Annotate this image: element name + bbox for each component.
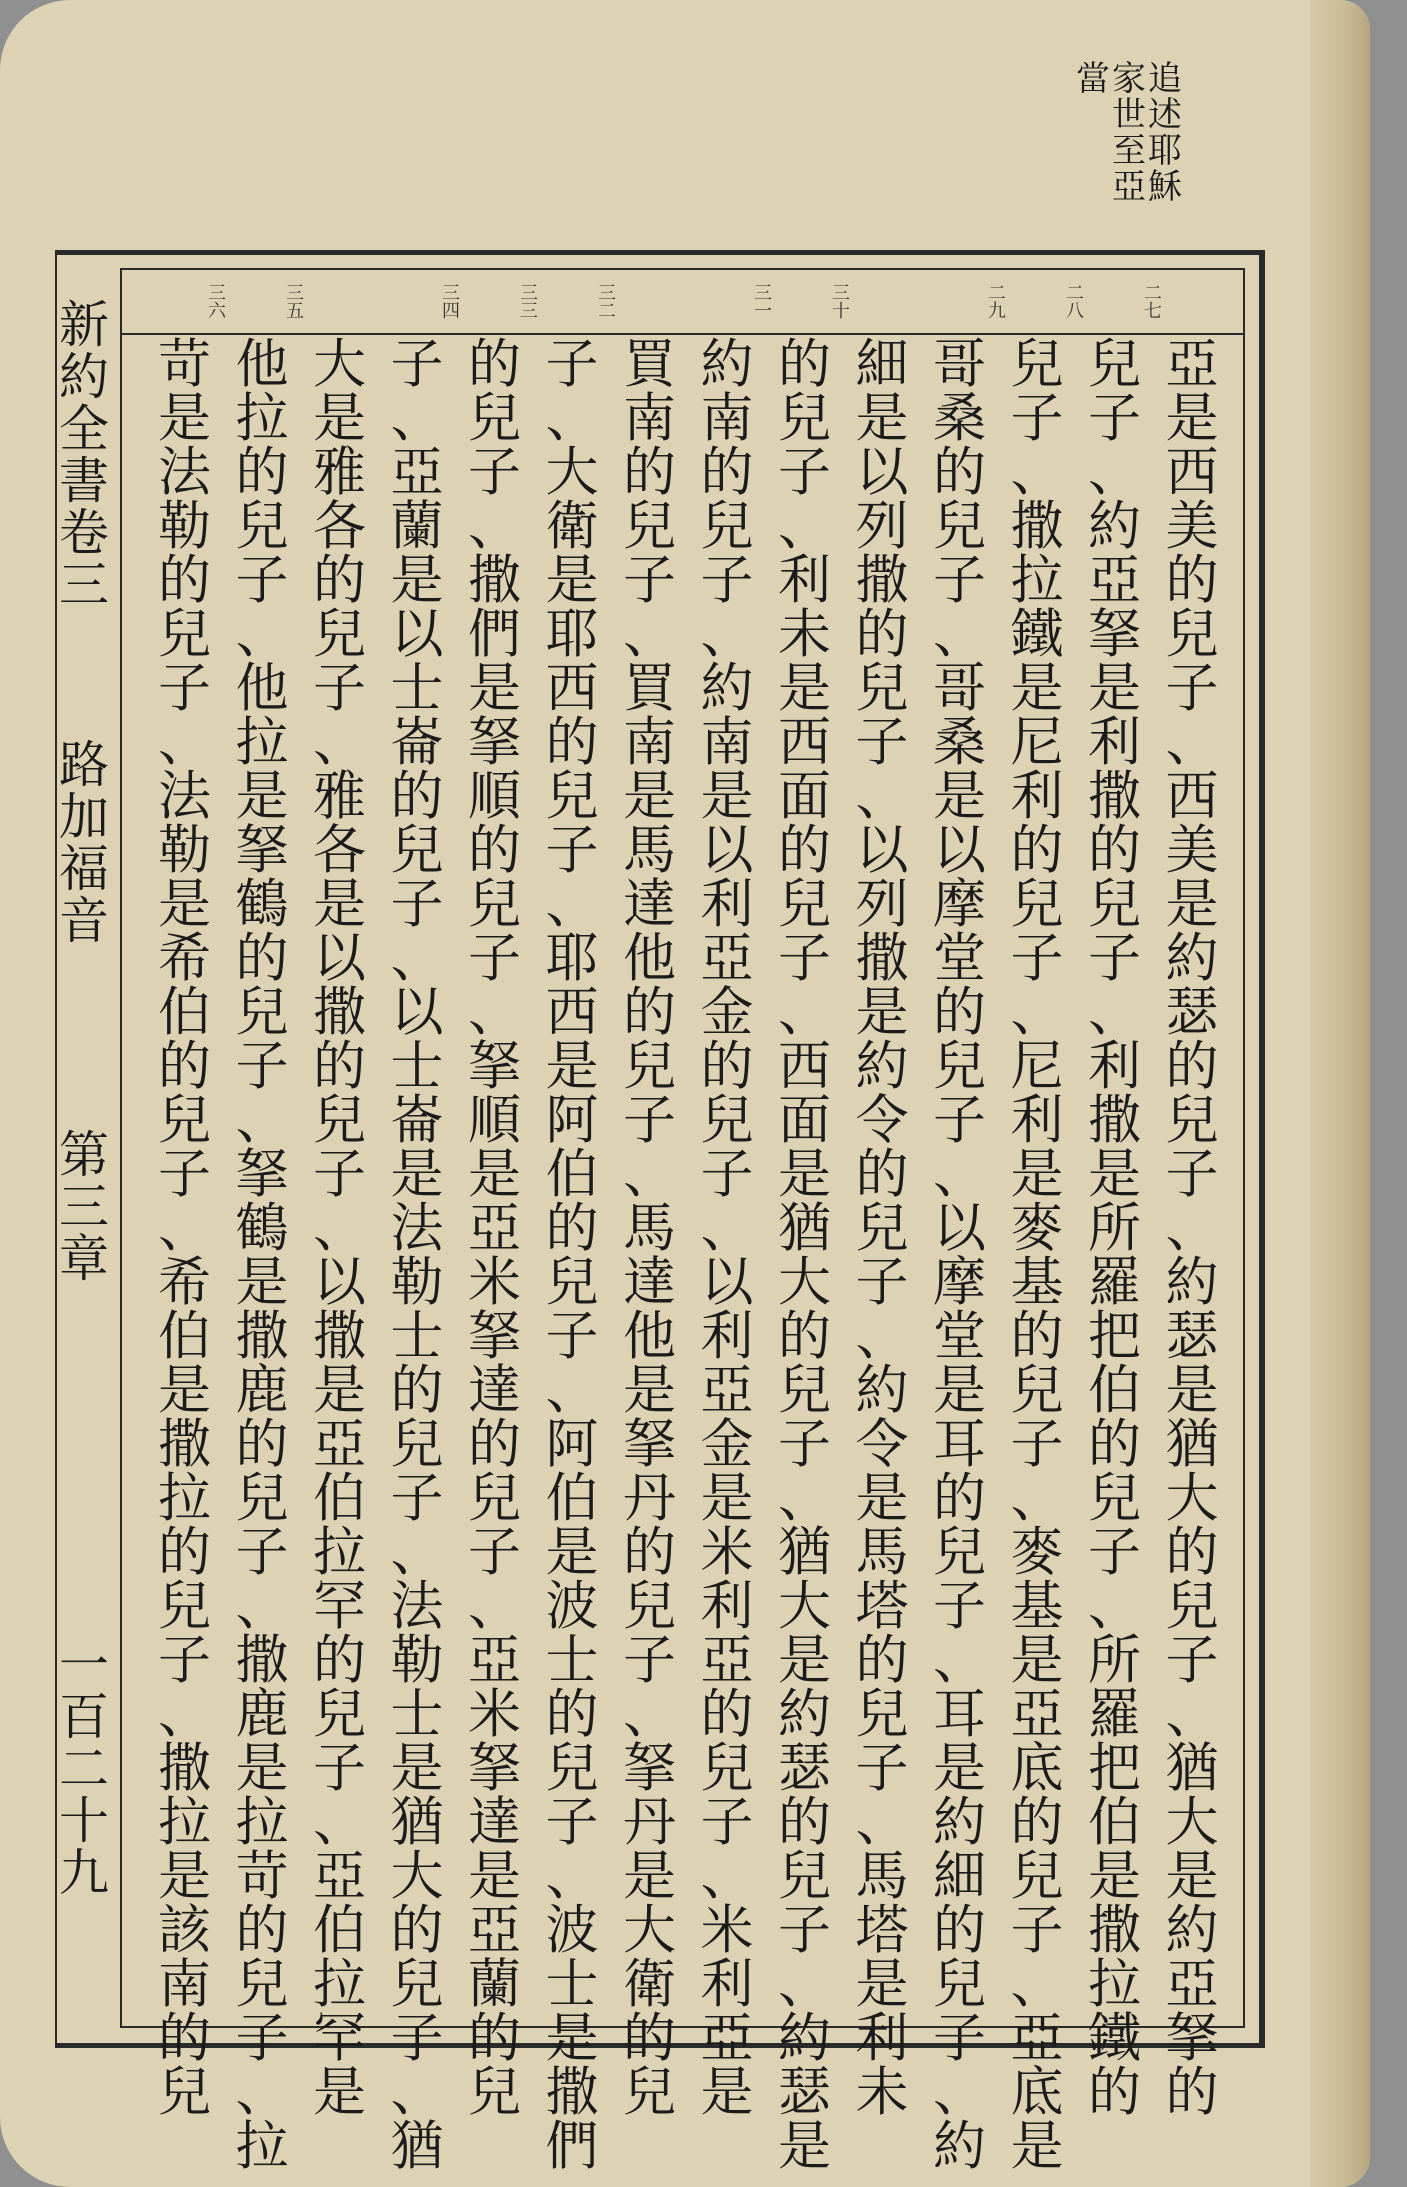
text-column: 約 南 的 兒 子 、 約 南 是 以 利 亞 金 的 兒 子 、 以 利 亞 金 是 米 利 亞 的 兒 子 、 米 利 亞 是: [700, 334, 754, 2123]
verse-number: 二九: [985, 283, 1006, 319]
running-head-book: 新 約 全 書 卷 三: [59, 296, 109, 614]
margin-heading-col-3: 當: [1076, 59, 1110, 99]
verse-number: 三二: [595, 283, 616, 319]
margin-heading-col-2: 家 世 至 亞: [1112, 59, 1146, 207]
verse-number: 三三: [517, 283, 538, 319]
verse-number: 三十: [829, 283, 850, 319]
verse-number: 三四: [439, 283, 460, 319]
book-spine: [1310, 0, 1370, 2187]
verse-number: 二八: [1063, 283, 1084, 319]
verse-number-rule: [120, 333, 1245, 335]
text-column: 亞 是 西 美 的 兒 子 、 西 美 是 約 瑟 的 兒 子 、 約 瑟 是 猶 大 的 兒 子 、 猶 大 是 約 亞 拏 的: [1165, 334, 1219, 2123]
text-column: 的 兒 子 、 撒 們 是 拏 順 的 兒 子 、 拏 順 是 亞 米 拏 達 的 兒 子 、 亞 米 拏 達 是 亞 蘭 的 兒: [468, 334, 521, 2123]
text-column: 哥 桑 的 兒 子 、 哥 桑 是 以 摩 堂 的 兒 子 、 以 摩 堂 是 耳 的 兒 子 、 耳 是 約 細 的 兒 子 、 約: [933, 334, 986, 2177]
text-column: 苛 是 法 勒 的 兒 子 、 法 勒 是 希 伯 的 兒 子 、 希 伯 是 撒 拉 的 兒 子 、 撒 拉 是 該 南 的 兒: [158, 334, 211, 2123]
running-head-chapter: 第 三 章: [59, 1126, 109, 1288]
page-number: 一 百 二 十 九: [59, 1636, 109, 1902]
margin-heading-col-1: 追 述 耶 穌: [1148, 59, 1182, 207]
text-column: 買 南 的 兒 子 、 買 南 是 馬 達 他 的 兒 子 、 馬 達 他 是 拏 丹 的 兒 子 、 拏 丹 是 大 衛 的 兒: [623, 334, 676, 2123]
text-column: 子 、 大 衛 是 耶 西 的 兒 子 、 耶 西 是 阿 伯 的 兒 子 、 阿 伯 是 波 士 的 兒 子 、 波 士 是 撒 們: [545, 334, 599, 2177]
verse-number: 二七: [1141, 283, 1162, 319]
verse-number: 三一: [751, 283, 772, 319]
text-column: 他 拉 的 兒 子 、 他 拉 是 拏 鶴 的 兒 子 、 拏 鶴 是 撒 鹿 的 兒 子 、 撒 鹿 是 拉 苛 的 兒 子 、 拉: [235, 334, 289, 2177]
verse-number: 三五: [283, 283, 304, 319]
text-column: 的 兒 子 、 利 未 是 西 面 的 兒 子 、 西 面 是 猶 大 的 兒 子 、 猶 大 是 約 瑟 的 兒 子 、 約 瑟 是: [778, 334, 831, 2177]
text-column: 子 、 亞 蘭 是 以 士 崙 的 兒 子 、 以 士 崙 是 法 勒 士 的 兒 子 、 法 勒 士 是 猶 大 的 兒 子 、 猶: [390, 334, 444, 2177]
text-column: 細 是 以 列 撒 的 兒 子 、 以 列 撒 是 約 令 的 兒 子 、 約 令 是 馬 塔 的 兒 子 、 馬 塔 是 利 未: [855, 334, 909, 2123]
text-column: 兒 子 、 約 亞 拏 是 利 撒 的 兒 子 、 利 撒 是 所 羅 把 伯 的 兒 子 、 所 羅 把 伯 是 撒 拉 鐵 的: [1088, 334, 1141, 2123]
verse-number: 三六: [205, 283, 226, 319]
running-head-gospel: 路 加 福 音: [59, 736, 109, 950]
text-column: 大 是 雅 各 的 兒 子 、 雅 各 是 以 撒 的 兒 子 、 以 撒 是 亞 伯 拉 罕 的 兒 子 、 亞 伯 拉 罕 是: [313, 334, 366, 2123]
text-column: 兒 子 、 撒 拉 鐵 是 尼 利 的 兒 子 、 尼 利 是 麥 基 的 兒 子 、 麥 基 是 亞 底 的 兒 子 、 亞 底 是: [1010, 334, 1064, 2177]
